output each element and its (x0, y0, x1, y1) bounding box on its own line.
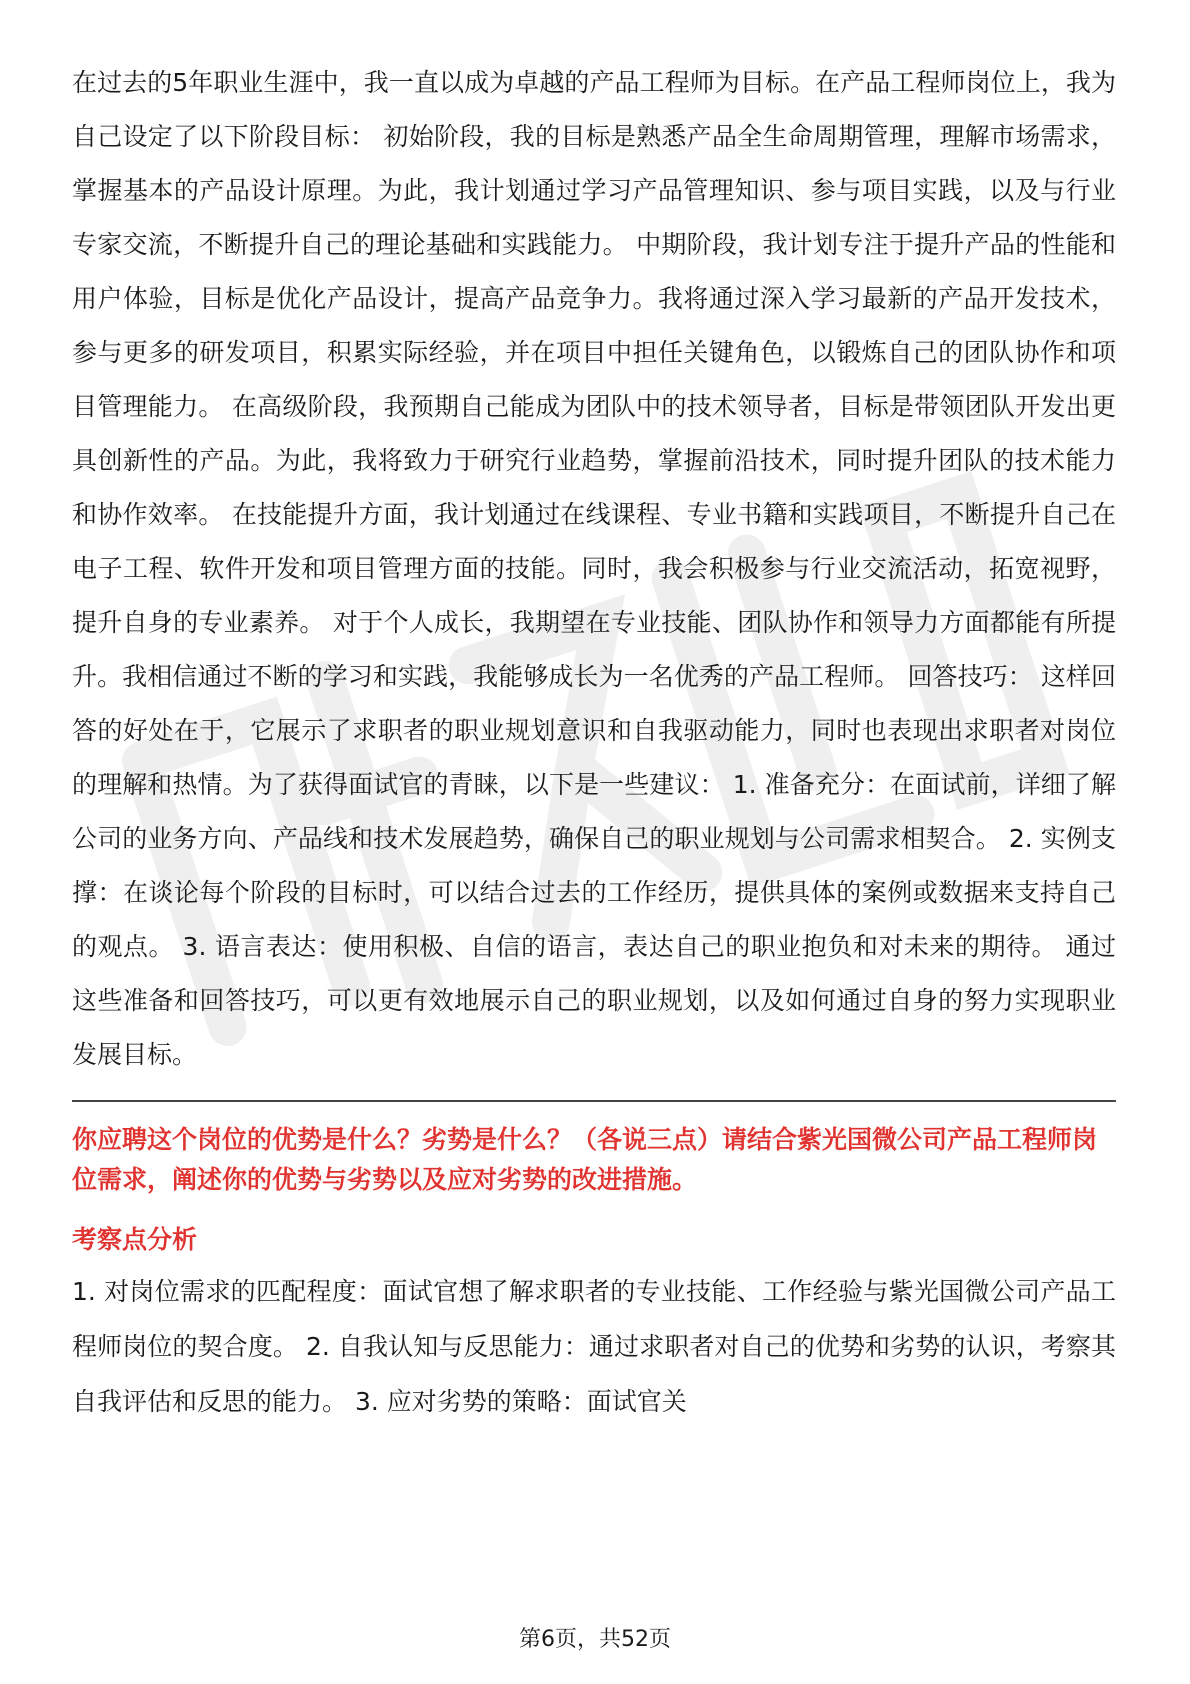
page-number: 第6页，共52页 (519, 1627, 671, 1652)
section-divider (72, 1100, 1116, 1102)
interview-question: 你应聘这个岗位的优势是什么？劣势是什么？（各说三点）请结合紫光国微公司产品工程师岗位需求，阐述你的优势与劣势以及应对劣势的改进措施。 (72, 1125, 1098, 1194)
section-heading: 考察点分析 (72, 1225, 198, 1254)
content-area (72, 56, 1116, 1429)
analysis-paragraph: 1. 对岗位需求的匹配程度：面试官想了解求职者的专业技能、工作经验与紫光国微公司产品工程师岗位的契合度。 2. 自我认知与反思能力：通过求职者对自己的优势和劣势的认识，考察其自我评估和反思的能力。 3. 应对劣势的策略：面试官关 (72, 1277, 1116, 1416)
answer-paragraph: 在过去的5年职业生涯中，我一直以成为卓越的产品工程师为目标。在产品工程师岗位上，我为自己设定了以下阶段目标： 初始阶段，我的目标是熟悉产品全生命周期管理，理解市场需求，掌握基本的产品设计原理。为此，我计划通过学习产品管理知识、参与项目实践，以及与行业专家交流，不断提升自己的理论基础和实践能力。 中期阶段，我计划专注于提升产品的性能和用户体验，目标是优化产品设计，提高产品竞争力。我将通过深入学习最新的产品开发技术，参与更多的研发项目，积累实际经验，并在项目中担任关键角色，以锻炼自己的团队协作和项目管理能力。 在高级阶段，我预期自己能成为团队中的技术领导者，目标是带领团队开发出更具创新性的产品。为此，我将致力于研究行业趋势，掌握前沿技术，同时提升团队的技术能力和协作效率。 在技能提升方面，我计划通过在线课程、专业书籍和实践项目，不断提升自己在电子工程、软件开发和项目管理方面的技能。同时，我会积极参与行业交流活动，拓宽视野，提升自身的专业素养。 对于个人成长，我期望在专业技能、团队协作和领导力方面都能有所提升。我相信通过不断的学习和实践，我能够成长为一名优秀的产品工程师。 回答技巧： 这样回答的好处在于，它展示了求职者的职业规划意识和自我驱动能力，同时也表现出求职者对岗位的理解和热情。为了获得面试官的青睐，以下是一些建议： 1. 准备充分：在面试前，详细了解公司的业务方向、产品线和技术发展趋势，确保自己的职业规划与公司需求相契合。 2. 实例支撑：在谈论每个阶段的目标时，可以结合过去的工作经历，提供具体的案例或数据来支持自己的观点。 3. 语言表达：使用积极、自信的语言，表达自己的职业抱负和对未来的期待。 通过这些准备和回答技巧，可以更有效地展示自己的职业规划，以及如何通过自身的努力实现职业发展目标。 (72, 68, 1116, 1069)
